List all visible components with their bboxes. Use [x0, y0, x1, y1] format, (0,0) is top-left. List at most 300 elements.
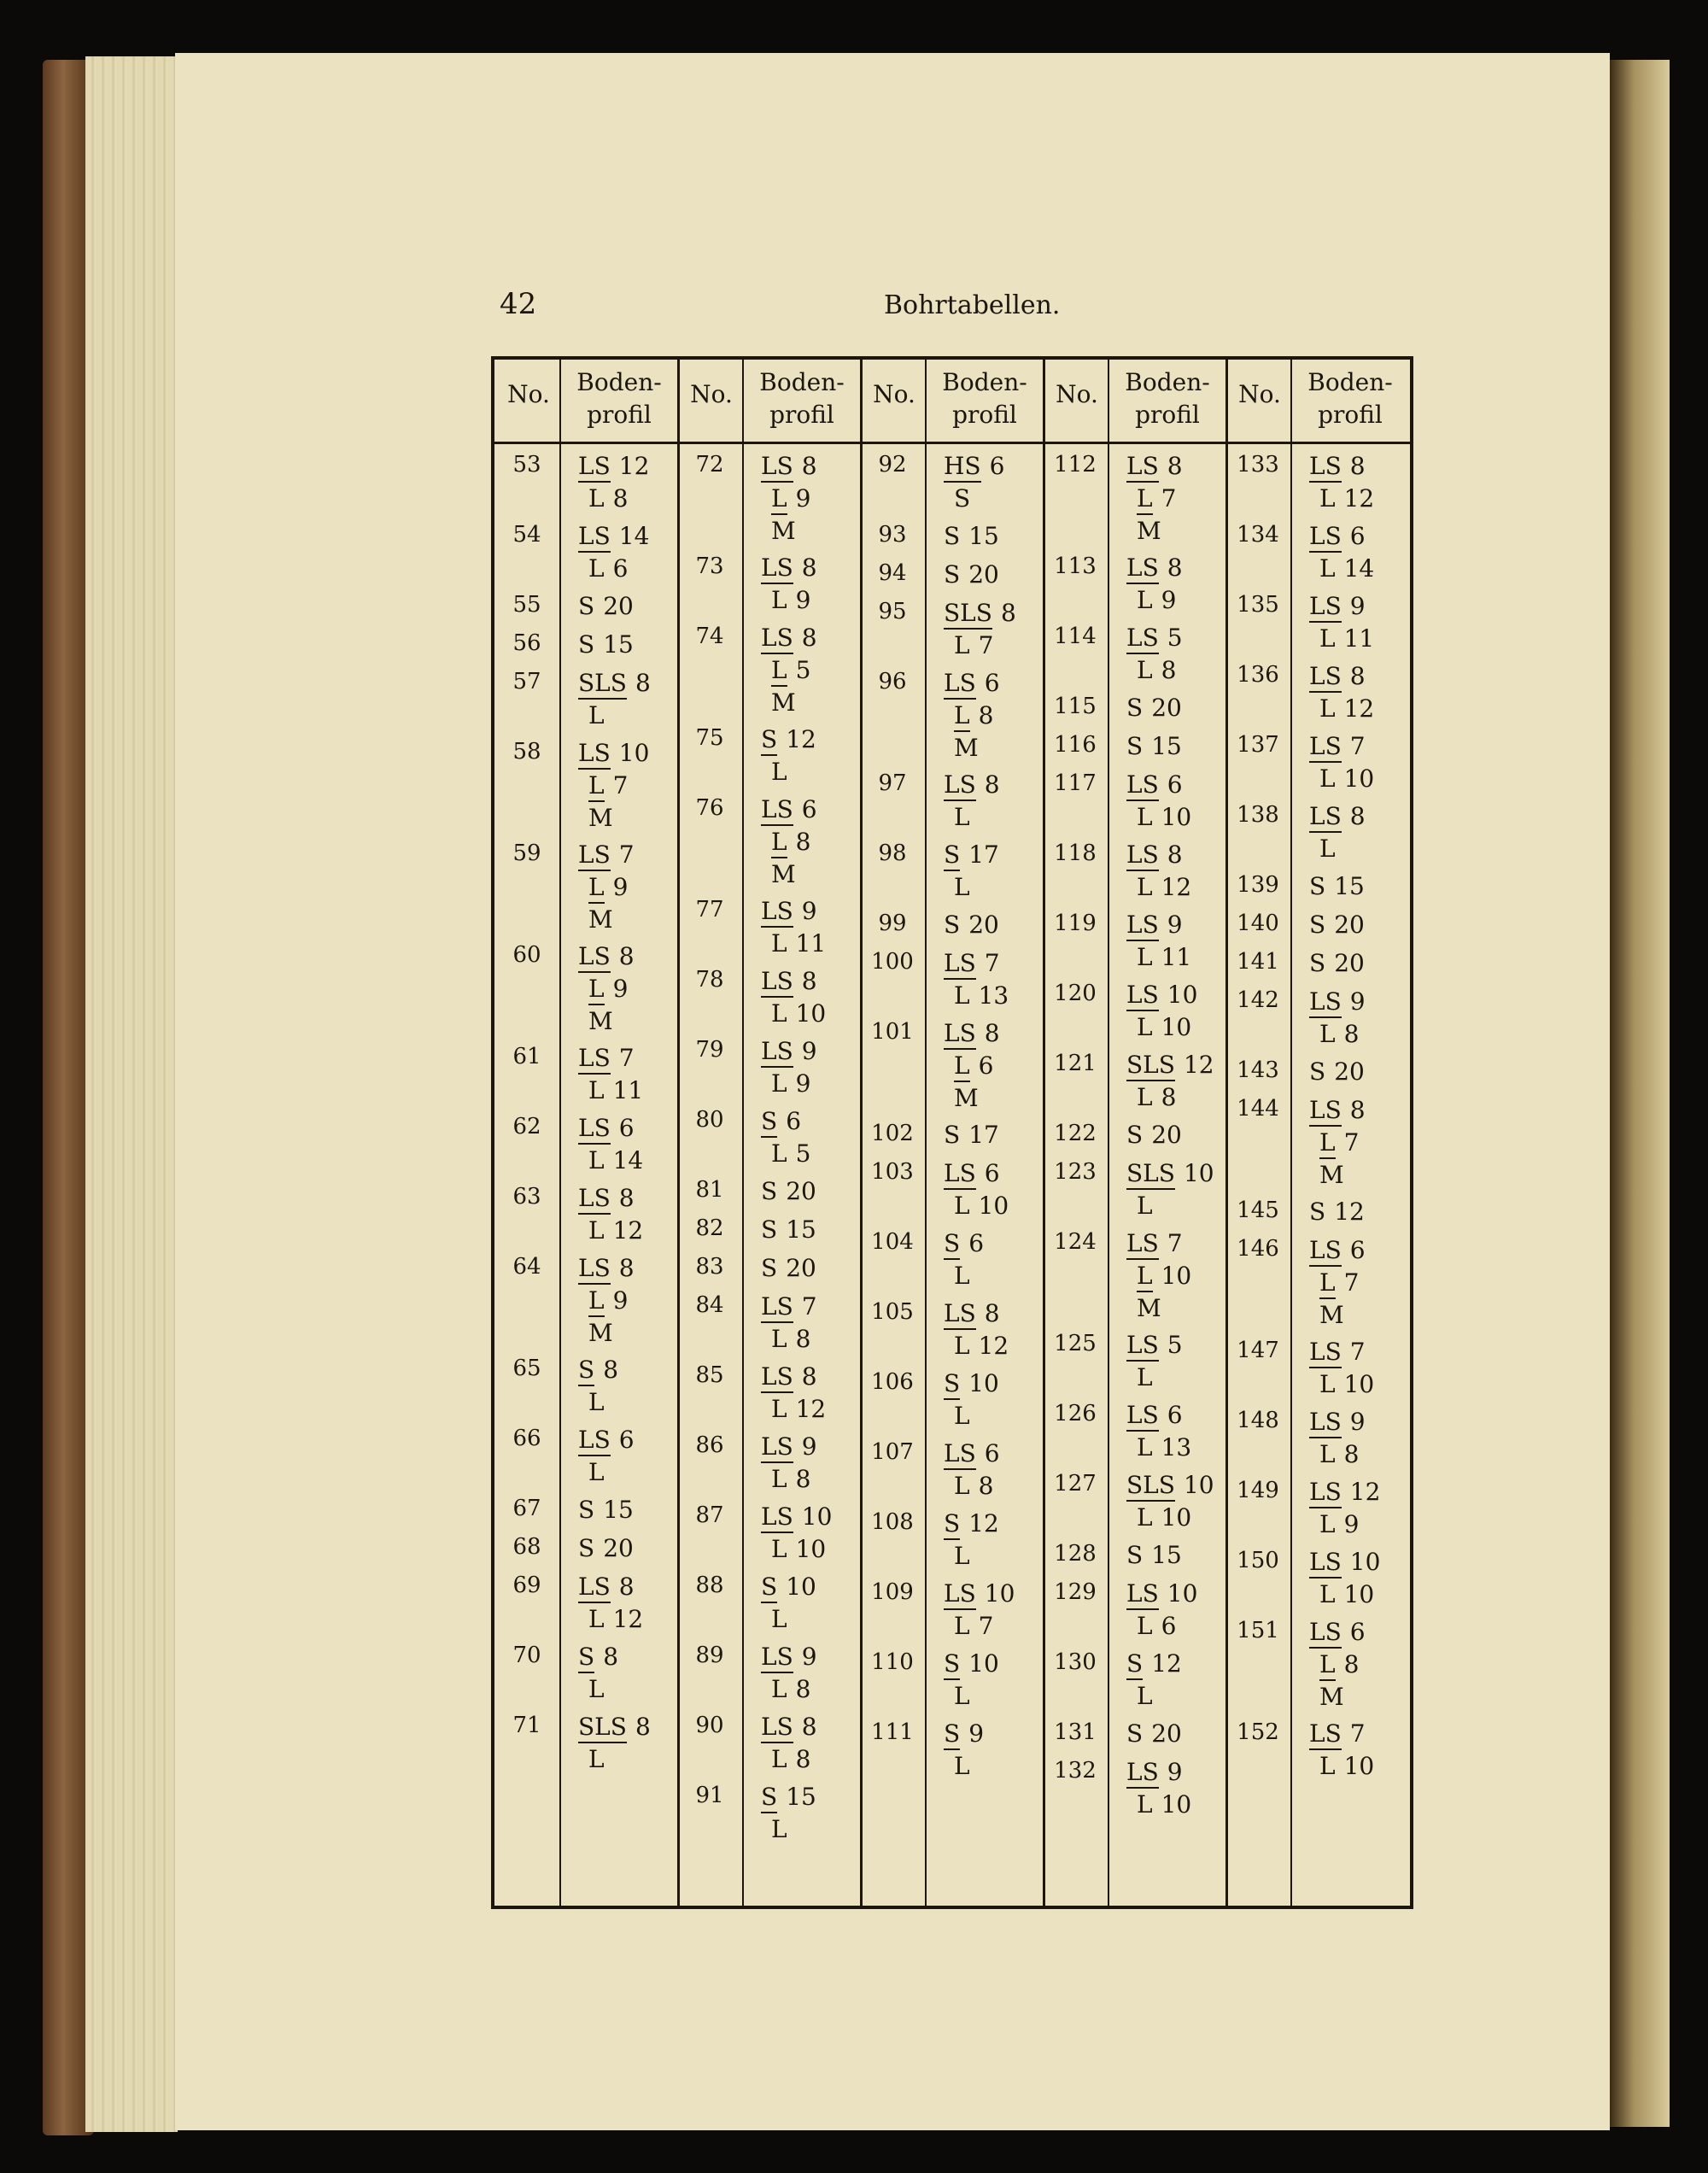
entry-number: 95 [878, 599, 907, 624]
layer-depth: 6 [1167, 770, 1183, 799]
profile-layer [1126, 1190, 1214, 1222]
layer-depth: 7 [618, 840, 635, 869]
entry-number: 121 [1054, 1051, 1097, 1076]
soil-profile [1126, 1539, 1182, 1572]
layer-symbol: S [944, 911, 961, 939]
soil-profile [761, 1291, 817, 1356]
entry-number: 126 [1054, 1401, 1097, 1426]
layer-symbol: L [954, 1192, 970, 1220]
layer-depth: 9 [1349, 592, 1366, 620]
soil-profile [578, 667, 651, 732]
soil-profile [761, 895, 826, 960]
profile-layer [1309, 1476, 1380, 1508]
profile-layer [761, 1291, 817, 1323]
profile-layer [1309, 870, 1365, 903]
entry-number: 97 [878, 770, 907, 796]
soil-profile [944, 1508, 999, 1573]
entry-number: 85 [695, 1362, 724, 1388]
soil-profile [578, 629, 634, 661]
profile-layer [1309, 947, 1365, 980]
soil-profile [761, 1641, 817, 1706]
profile-layer [578, 1285, 635, 1317]
layer-symbol: M [588, 1007, 613, 1035]
profile-layer [944, 1438, 1000, 1470]
soil-profile [578, 1711, 651, 1776]
entry-number: 106 [871, 1369, 914, 1395]
profile-layer [761, 1105, 810, 1138]
entry-number: 148 [1237, 1408, 1279, 1433]
layer-symbol: S [1126, 732, 1144, 760]
layer-depth: 20 [1334, 949, 1365, 977]
layer-depth: 8 [795, 1675, 811, 1703]
profile-layer [578, 737, 649, 770]
layer-symbol: LS [761, 1292, 793, 1323]
no-column-rule [925, 360, 927, 1906]
layer-depth: 12 [786, 725, 816, 753]
no-column-rule [742, 360, 744, 1906]
entry-number: 91 [695, 1783, 724, 1808]
layer-symbol: L [1137, 1682, 1153, 1710]
layer-symbol: S [578, 592, 595, 620]
layer-symbol: S [761, 1177, 778, 1205]
soil-profile [761, 1711, 817, 1776]
layer-symbol: LS [578, 452, 611, 483]
profile-layer [944, 1610, 1015, 1643]
entry-number: 103 [871, 1159, 914, 1185]
profile-layer [1126, 1011, 1197, 1044]
profile-layer [1126, 1578, 1197, 1610]
layer-symbol: L [588, 1745, 605, 1773]
entry-number: 54 [512, 522, 541, 548]
layer-depth: 14 [612, 1146, 644, 1174]
layer-depth: 8 [635, 1713, 651, 1741]
entry-number: 101 [871, 1019, 914, 1045]
layer-symbol: L [1319, 1020, 1336, 1048]
profile-layer [944, 732, 1000, 764]
soil-profile [944, 909, 999, 941]
layer-symbol: L [588, 873, 605, 904]
soil-profile [761, 965, 826, 1030]
profile-layer [1126, 450, 1183, 483]
layer-depth: 12 [1151, 1649, 1182, 1678]
layer-depth: 9 [795, 586, 811, 614]
layer-symbol: L [1137, 1790, 1153, 1819]
layer-depth: 15 [1151, 732, 1182, 760]
layer-symbol: L [588, 554, 605, 583]
layer-symbol: L [771, 1675, 787, 1703]
layer-symbol: LS [761, 1362, 793, 1393]
layer-depth: 10 [1343, 1370, 1375, 1398]
layer-symbol: LS [761, 967, 793, 998]
profile-layer [578, 1494, 634, 1526]
layer-symbol: M [771, 860, 796, 888]
soil-profile [1126, 1756, 1191, 1821]
soil-profile [578, 1354, 618, 1419]
layer-symbol: L [771, 1139, 787, 1168]
layer-symbol: LS [944, 669, 976, 700]
profile-layer [1309, 1196, 1365, 1228]
soil-profile [1309, 520, 1374, 585]
entry-number: 81 [695, 1177, 724, 1203]
layer-symbol: L [1137, 586, 1153, 614]
layer-symbol: SLS [944, 599, 992, 630]
profile-layer [944, 1227, 984, 1260]
entry-number: 116 [1054, 732, 1097, 758]
profile-layer [761, 998, 826, 1030]
layer-depth: 8 [801, 624, 817, 652]
layer-symbol: L [1319, 484, 1336, 512]
profile-layer [1309, 1368, 1374, 1401]
layer-depth: 6 [786, 1107, 802, 1135]
entry-number: 92 [878, 452, 907, 477]
profile-layer [761, 1393, 826, 1426]
layer-symbol: LS [1309, 522, 1342, 553]
layer-depth: 8 [618, 942, 635, 970]
profile-layer [1309, 1127, 1366, 1159]
layer-symbol: L [588, 1605, 605, 1633]
soil-profile [761, 450, 817, 548]
soil-profile [1309, 1718, 1374, 1783]
soil-profile [1126, 1578, 1197, 1643]
layer-symbol: L [771, 758, 787, 786]
layer-symbol: LS [578, 1044, 611, 1075]
layer-symbol: S [761, 725, 777, 756]
layer-symbol: L [1319, 554, 1336, 583]
profile-layer [761, 858, 817, 891]
entry-number: 136 [1237, 662, 1279, 688]
layer-symbol: L [588, 1286, 605, 1317]
layer-depth: 7 [612, 771, 629, 800]
profile-layer [1309, 553, 1374, 585]
layer-symbol: LS [1309, 987, 1342, 1018]
soil-profile [1126, 1718, 1182, 1750]
layer-symbol: S [944, 1121, 961, 1149]
layer-symbol: S [578, 1496, 595, 1524]
profile-layer [1126, 1119, 1182, 1151]
layer-symbol: LS [1126, 840, 1159, 871]
layer-symbol: L [1137, 1013, 1153, 1041]
layer-symbol: M [588, 1319, 613, 1347]
profile-layer [761, 1603, 816, 1636]
profile-layer [1126, 515, 1183, 548]
soil-profile [944, 769, 1000, 834]
layer-depth: 8 [618, 1573, 635, 1601]
profile-layer [578, 1042, 643, 1075]
layer-symbol: L [1319, 1268, 1336, 1299]
layer-depth: 8 [1000, 599, 1016, 627]
profile-layer [761, 1571, 816, 1603]
layer-depth: 6 [1167, 1401, 1183, 1429]
layer-symbol: LS [578, 1114, 611, 1145]
profile-layer [1126, 1648, 1182, 1680]
profile-layer [1126, 1081, 1214, 1114]
profile-layer [944, 839, 999, 871]
layer-symbol: M [1137, 1294, 1161, 1322]
profile-layer [761, 1252, 816, 1285]
entry-number: 58 [512, 739, 541, 764]
layer-depth: 7 [1349, 1338, 1366, 1366]
layer-depth: 11 [612, 1076, 644, 1104]
profile-layer [1126, 622, 1183, 654]
layer-depth: 10 [795, 999, 827, 1028]
soil-profile [1309, 1476, 1380, 1541]
soil-profile [1309, 800, 1366, 865]
layer-symbol: L [771, 1605, 787, 1633]
soil-profile [1126, 1469, 1214, 1534]
profile-layer [944, 980, 1009, 1012]
layer-depth: 15 [1151, 1541, 1182, 1569]
soil-profile [944, 1157, 1009, 1222]
layer-symbol: L [588, 1458, 605, 1486]
layer-symbol: L [771, 586, 787, 614]
entry-number: 67 [512, 1496, 541, 1521]
layer-depth: 9 [612, 975, 629, 1003]
soil-profile [1126, 692, 1182, 724]
layer-depth: 8 [795, 1745, 811, 1773]
layer-depth: 20 [1151, 1121, 1182, 1149]
soil-profile [944, 1297, 1009, 1362]
layer-symbol: L [1137, 484, 1153, 515]
layer-symbol: LS [1309, 1478, 1342, 1508]
layer-symbol: LS [761, 1037, 793, 1068]
layer-symbol: L [771, 1745, 787, 1773]
profile-layer [1309, 909, 1365, 941]
layer-depth: 9 [795, 484, 811, 512]
entry-number: 129 [1054, 1579, 1097, 1605]
profile-layer [1309, 1649, 1366, 1681]
layer-depth: 9 [612, 1286, 629, 1315]
entry-number: 86 [695, 1432, 724, 1458]
layer-symbol: L [771, 484, 787, 515]
entry-number: 120 [1054, 981, 1097, 1006]
profile-layer [944, 909, 999, 941]
layer-symbol: S [954, 484, 971, 512]
layer-symbol: L [588, 484, 605, 512]
profile-layer [761, 515, 817, 548]
soil-profile [944, 1227, 984, 1292]
layer-depth: 8 [795, 828, 811, 856]
soil-profile [761, 552, 817, 617]
profile-layer [1309, 1616, 1366, 1649]
layer-symbol: SLS [578, 669, 627, 700]
page-number: 42 [500, 287, 537, 321]
layer-depth: 10 [1167, 981, 1198, 1009]
layer-symbol: LS [1309, 1408, 1342, 1438]
layer-depth: 10 [1167, 1579, 1198, 1608]
layer-symbol: LS [761, 1432, 793, 1463]
profile-layer [1309, 1718, 1374, 1750]
layer-depth: 13 [978, 981, 1009, 1010]
entry-number: 100 [871, 949, 914, 975]
entry-number: 90 [695, 1713, 724, 1738]
layer-symbol: L [771, 1069, 787, 1098]
layer-symbol: LS [1309, 1719, 1342, 1750]
profile-layer [1309, 833, 1366, 865]
entry-number: 114 [1054, 624, 1097, 649]
profile-layer [1309, 1406, 1366, 1438]
layer-symbol: L [588, 1388, 605, 1416]
layer-depth: 15 [786, 1783, 816, 1811]
layer-symbol: L [771, 1395, 787, 1423]
layer-symbol: LS [1126, 1331, 1159, 1362]
layer-symbol: LS [1309, 1618, 1342, 1649]
entry-number: 74 [695, 624, 724, 649]
layer-symbol: LS [1126, 1579, 1159, 1610]
layer-depth: 10 [1343, 764, 1375, 793]
layer-depth: 10 [1183, 1471, 1214, 1499]
layer-symbol: S [944, 1369, 960, 1400]
layer-depth: 20 [968, 911, 999, 939]
layer-symbol: SLS [1126, 1051, 1175, 1081]
soil-profile [944, 839, 999, 904]
entry-number: 146 [1237, 1236, 1279, 1262]
layer-depth: 20 [1334, 911, 1365, 939]
layer-symbol: L [1137, 1363, 1153, 1391]
layer-depth: 9 [968, 1719, 985, 1748]
header-no: No. [507, 380, 550, 408]
entry-number: 75 [695, 725, 724, 751]
profile-layer [1309, 1546, 1380, 1578]
layer-depth: 6 [984, 1439, 1000, 1467]
layer-symbol: LS [1309, 1338, 1342, 1368]
profile-layer [578, 450, 649, 483]
soil-profile [944, 947, 1009, 1012]
layer-depth: 20 [1151, 1719, 1182, 1748]
soil-profile [578, 839, 635, 936]
profile-layer [944, 1718, 984, 1750]
entry-number: 145 [1237, 1198, 1279, 1223]
layer-symbol: L [1319, 1128, 1336, 1159]
profile-layer [578, 1354, 618, 1386]
layer-depth: 8 [1161, 656, 1177, 684]
profile-layer [1126, 801, 1191, 834]
profile-layer [1126, 1399, 1191, 1432]
entry-number: 60 [512, 942, 541, 968]
layer-symbol: M [1137, 517, 1161, 545]
layer-symbol: LS [1309, 452, 1342, 483]
profile-layer [1126, 909, 1191, 941]
profile-layer [944, 1330, 1009, 1362]
profile-layer [761, 483, 817, 515]
profile-layer [1309, 1750, 1374, 1783]
profile-layer [761, 552, 817, 584]
profile-layer [761, 1175, 816, 1208]
layer-depth: 9 [795, 1069, 811, 1098]
layer-depth: 10 [618, 739, 650, 767]
soil-profile [761, 1105, 810, 1170]
profile-layer [1126, 584, 1183, 617]
entry-number: 117 [1054, 770, 1097, 796]
layer-symbol: L [1137, 1083, 1153, 1111]
profile-layer [761, 1463, 817, 1496]
soil-profile [1126, 979, 1197, 1044]
soil-profile [1126, 1329, 1183, 1394]
entry-number: 61 [512, 1044, 541, 1069]
profile-layer [944, 667, 1000, 700]
entry-number: 70 [512, 1643, 541, 1668]
layer-symbol: LS [761, 1713, 793, 1743]
layer-symbol: LS [761, 452, 793, 483]
header-bodenprofil: Boden- profil [759, 368, 845, 429]
profile-layer [1309, 763, 1374, 795]
layer-symbol: L [954, 803, 970, 831]
layer-symbol: LS [1126, 452, 1159, 483]
profile-layer [1126, 979, 1197, 1011]
profile-layer [1126, 1049, 1214, 1081]
header-bodenprofil: Boden- profil [576, 368, 662, 429]
layer-symbol: SLS [1126, 1471, 1175, 1502]
entry-number: 66 [512, 1426, 541, 1451]
profile-layer [761, 723, 816, 756]
soil-profile [578, 1042, 643, 1107]
entry-number: 68 [512, 1534, 541, 1560]
entry-number: 98 [878, 840, 907, 866]
layer-depth: 10 [1161, 1013, 1192, 1041]
entry-number: 110 [871, 1649, 914, 1675]
layer-depth: 8 [612, 484, 629, 512]
entry-number: 131 [1054, 1719, 1097, 1745]
layer-symbol: LS [1126, 981, 1159, 1011]
layer-depth: 8 [984, 1019, 1000, 1047]
layer-symbol: L [954, 1752, 970, 1780]
profile-layer [944, 1190, 1009, 1222]
layer-symbol: S [1126, 694, 1144, 722]
entry-number: 112 [1054, 452, 1097, 477]
layer-symbol: L [1319, 1752, 1336, 1780]
layer-symbol: LS [944, 770, 976, 801]
layer-depth: 8 [1167, 452, 1183, 480]
profile-layer [761, 1361, 826, 1393]
soil-profile [944, 1017, 1000, 1115]
profile-layer [578, 483, 649, 515]
layer-depth: 9 [1161, 586, 1177, 614]
soil-profile [1126, 1227, 1191, 1325]
profile-layer [1126, 1157, 1214, 1190]
soil-profile [578, 1494, 634, 1526]
profile-layer [944, 483, 1004, 515]
soil-profile [761, 1431, 817, 1496]
layer-depth: 12 [1161, 873, 1192, 901]
layer-symbol: SLS [1126, 1159, 1175, 1190]
profile-layer [944, 1119, 999, 1151]
layer-symbol: L [588, 771, 605, 802]
layer-depth: 12 [968, 1509, 999, 1538]
bohrtabelle-table [491, 356, 1413, 1909]
layer-symbol: L [954, 1472, 970, 1500]
profile-layer [1126, 1260, 1191, 1292]
layer-symbol: M [1319, 1683, 1344, 1711]
layer-symbol: LS [1126, 1229, 1159, 1260]
entry-number: 140 [1237, 911, 1279, 936]
profile-layer [944, 1680, 999, 1713]
layer-depth: 8 [795, 1325, 811, 1353]
layer-depth: 8 [1349, 452, 1366, 480]
entry-number: 65 [512, 1356, 541, 1381]
layer-symbol: L [771, 828, 787, 858]
entry-number: 105 [871, 1299, 914, 1325]
layer-depth: 8 [1349, 662, 1366, 690]
layer-depth: 20 [786, 1177, 816, 1205]
profile-layer [578, 770, 649, 802]
profile-layer [578, 700, 651, 732]
soil-profile [761, 794, 817, 891]
profile-layer [1126, 1292, 1191, 1325]
profile-layer [578, 802, 649, 835]
profile-layer [578, 1603, 643, 1636]
layer-symbol: L [588, 1076, 605, 1104]
soil-profile [1126, 622, 1183, 687]
soil-profile [578, 940, 635, 1038]
